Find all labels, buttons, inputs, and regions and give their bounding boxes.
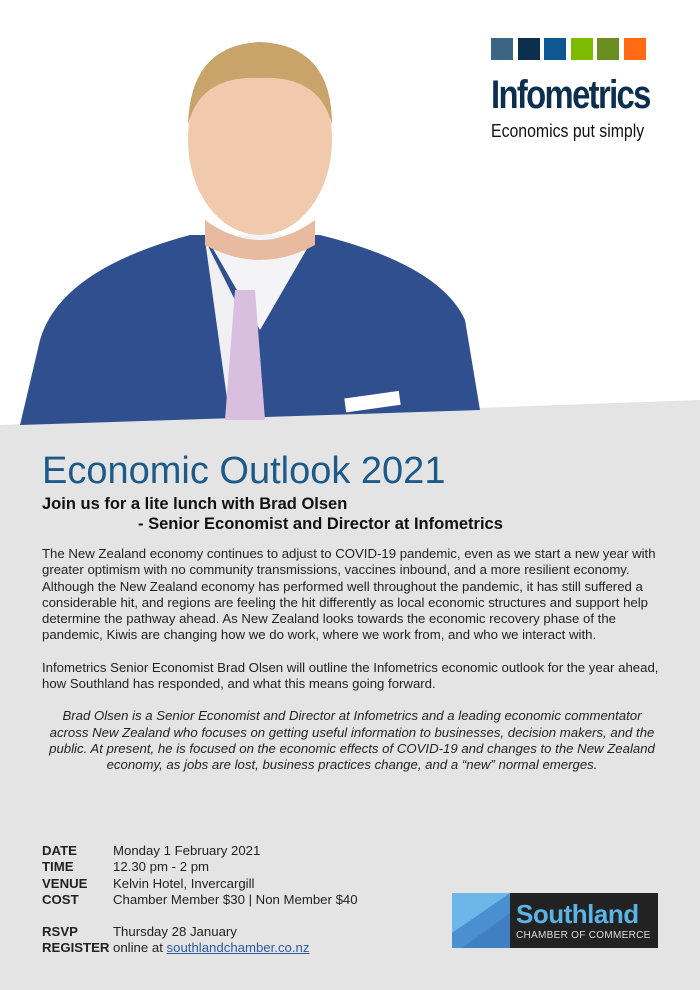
detail-value: Monday 1 February 2021 — [113, 843, 261, 858]
detail-row-rsvp — [42, 924, 358, 940]
logo-square — [491, 38, 513, 60]
speaker-bio: Brad Olsen is a Senior Economist and Director at Infometrics and a leading economic commentator across New Zealand who focuses on getting useful information to businesses, decision makers, and the public. At present, he is focused on the economic effects of COVID-19 and changes to the New Zealand economy, as jobs are lost, business practices change, and a “new” normal emerges. — [49, 708, 655, 773]
detail-value: Kelvin Hotel, Invercargill — [113, 875, 255, 891]
detail-label: VENUE — [42, 875, 88, 891]
southland-name: Southland — [516, 899, 639, 929]
southland-subtitle: CHAMBER OF COMMERCE — [516, 930, 651, 941]
detail-row-date — [42, 843, 358, 859]
page-title: Economic Outlook 2021 — [42, 450, 446, 492]
event-content — [42, 448, 662, 774]
intro-paragraph: The New Zealand economy continues to adjust to COVID-19 pandemic, even as we start a new year with greater optimism with no community transmissions, vaccines inbound, and a more resilient economy. Although the New Zealand economy has performed well throughout the pandemic, it has still suffered a considerable hit, and regions are feeling the hit differently as local economic structures and support help determine the pathway ahead. As New Zealand looks towards the economic recovery phase of the pandemic, Kiwis are changing how we do work, where we work from, and who we interact with. — [42, 546, 656, 643]
detail-label: REGISTER — [42, 940, 110, 956]
detail-label: DATE — [42, 843, 77, 858]
infometrics-logo — [491, 38, 656, 142]
subtitle-line-1: Join us for a lite lunch with Brad Olsen — [42, 495, 348, 513]
detail-value — [113, 940, 310, 956]
detail-label: COST — [42, 891, 79, 907]
southland-chamber-logo — [452, 893, 658, 948]
detail-row-register — [42, 940, 358, 956]
logo-name: Infometrics — [491, 73, 650, 117]
detail-value: Thursday 28 January — [113, 924, 237, 940]
logo-square — [518, 38, 540, 60]
outline-paragraph: Infometrics Senior Economist Brad Olsen will outline the Infometrics economic outlook for the year ahead, how Southland has responded, and what this means going forward. — [42, 659, 659, 692]
event-details — [42, 843, 358, 957]
logo-tagline: Economics put simply — [491, 121, 645, 141]
detail-row-venue — [42, 876, 358, 892]
logo-square — [624, 38, 646, 60]
southland-mark-icon — [452, 893, 510, 948]
subtitle-line-2: - Senior Economist and Director at Infometrics — [138, 515, 503, 533]
logo-square — [571, 38, 593, 60]
logo-squares — [491, 38, 656, 65]
logo-square — [544, 38, 566, 60]
register-prefix: online at — [113, 940, 167, 956]
detail-label: TIME — [42, 859, 74, 875]
detail-row-time — [42, 859, 358, 875]
register-link[interactable]: southlandchamber.co.nz — [166, 940, 310, 956]
portrait-photo — [20, 30, 490, 430]
detail-value: Chamber Member $30 | Non Member $40 — [113, 891, 358, 907]
logo-square — [597, 38, 619, 60]
detail-row-cost — [42, 892, 358, 908]
detail-value: 12.30 pm - 2 pm — [113, 859, 210, 875]
detail-label: RSVP — [42, 924, 78, 940]
